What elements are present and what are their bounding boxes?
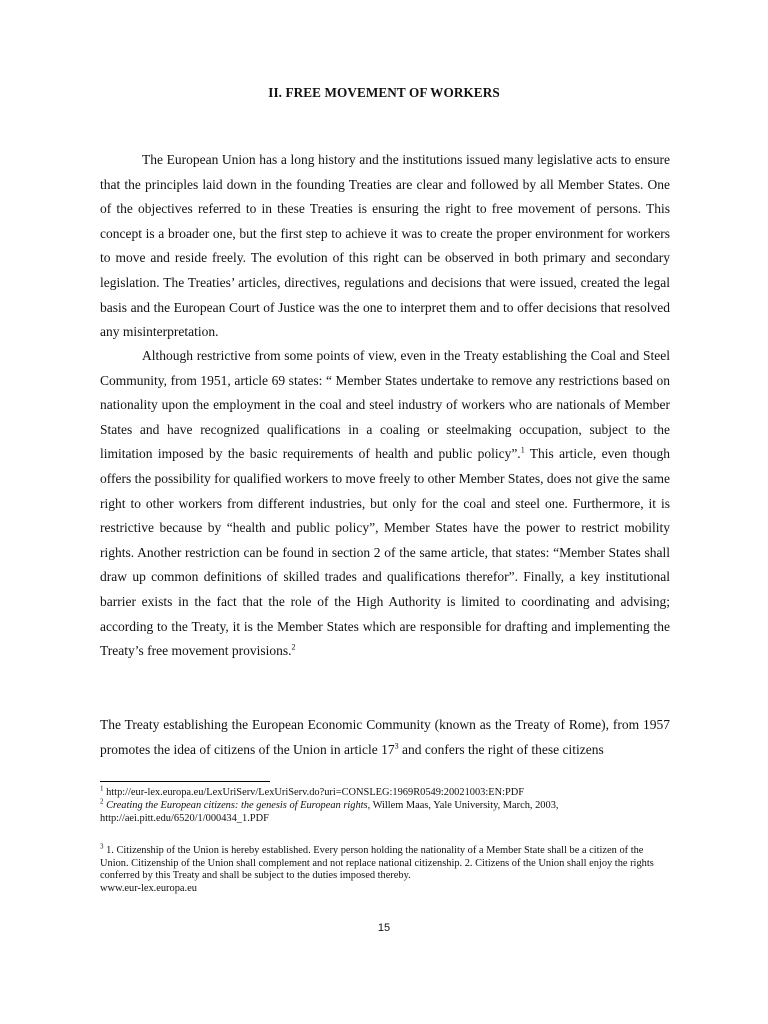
paragraph-2-text-a: Although restrictive from some points of view, even in the Treaty establishing the Coal and Steel Community, from 1951, article 69 states: “ Member States undertake to remove any restrictions based on nationality upon the employment in the coal and steel industry of workers who are nationals of Member States and have recognized qualifications in a coaling or steelmaking occupation, subject to the limitation imposed by the basic requirements of health and public policy”. — [100, 348, 670, 462]
footnote-3-link: www.eur-lex.europa.eu — [100, 882, 197, 894]
footnote-1-number: 1 — [100, 784, 104, 793]
footnote-2 — [100, 797, 670, 825]
footnote-3-text: 1. Citizenship of the Union is hereby established. Every person holding the nationality of a Member State shall be a citizen of the Union. Citizenship of the Union shall complement and not replace national citizenship. 2. Citizens of the Union shall enjoy the rights conferred by this Treaty and shall be subject to the duties imposed thereby. — [100, 845, 654, 882]
page-number: 15 — [377, 922, 391, 934]
paragraph-3-block — [100, 713, 670, 762]
footnote-2-author: Willem Maas, Yale University, March, 2003, — [370, 800, 559, 811]
footnote-ref-1: 1 — [520, 445, 525, 455]
footnote-1 — [100, 784, 670, 800]
footnote-2-title: Creating the European citizens: the genesis of European rights, — [106, 800, 371, 811]
paragraph-1-block — [100, 148, 670, 345]
footnote-3-number: 3 — [100, 842, 104, 851]
footnote-2-link: http://aei.pitt.edu/6520/1/000434_1.PDF — [100, 812, 269, 824]
paragraph-3-text-b: and confers the right of these citizens — [398, 741, 604, 757]
paragraph-2-block — [100, 344, 670, 664]
section-heading: II. FREE MOVEMENT OF WORKERS — [268, 85, 500, 100]
footnote-separator — [100, 781, 270, 782]
footnote-ref-2: 2 — [291, 642, 296, 652]
paragraph-3 — [100, 713, 670, 762]
footnote-3 — [100, 842, 670, 895]
paragraph-1: The European Union has a long history and the institutions issued many legislative acts to ensure that the principles laid down in the founding Treaties are clear and followed by all Member States. One of the objectives referred to in these Treaties is ensuring the right to free movement of persons. This concept is a broader one, but the first step to achieve it was to create the proper environment for workers to move and reside freely. The evolution of this right can be observed in both primary and secondary legislation. The Treaties’ articles, directives, regulations and decisions that were issued, created the legal basis and the European Court of Justice was the one to interpret them and to offer decisions that resolved any misinterpretation. — [100, 152, 670, 340]
paragraph-2 — [100, 344, 670, 664]
footnote-ref-3: 3 — [394, 741, 399, 751]
paragraph-3-text-a: The Treaty establishing the European Economic Community (known as the Treaty of Rome), from 1957 promotes the idea of citizens of the Union in article 17 — [100, 717, 670, 757]
footnote-2-number: 2 — [100, 797, 104, 806]
paragraph-2-text-b: This article, even though offers the possibility for qualified workers to move freely to other Member States, does not give the same right to other workers from different industries, but only for the coal and steel one. Furthermore, it is restrictive because by “health and public policy”, Member States have the power to restrict mobility rights. Another restriction can be found in section 2 of the same article, that states: “Member States shall draw up common definitions of skilled trades and qualifications therefor”. Finally, a key institutional barrier exists in the fact that the role of the High Authority is limited to coordinating and advising; according to the Treaty, it is the Member States which are responsible for drafting and implementing the Treaty’s free movement provisions. — [100, 446, 670, 659]
footnote-1-link: http://eur-lex.europa.eu/LexUriServ/LexUriServ.do?uri=CONSLEG:1969R0549:20021003:EN:PDF — [103, 787, 525, 798]
